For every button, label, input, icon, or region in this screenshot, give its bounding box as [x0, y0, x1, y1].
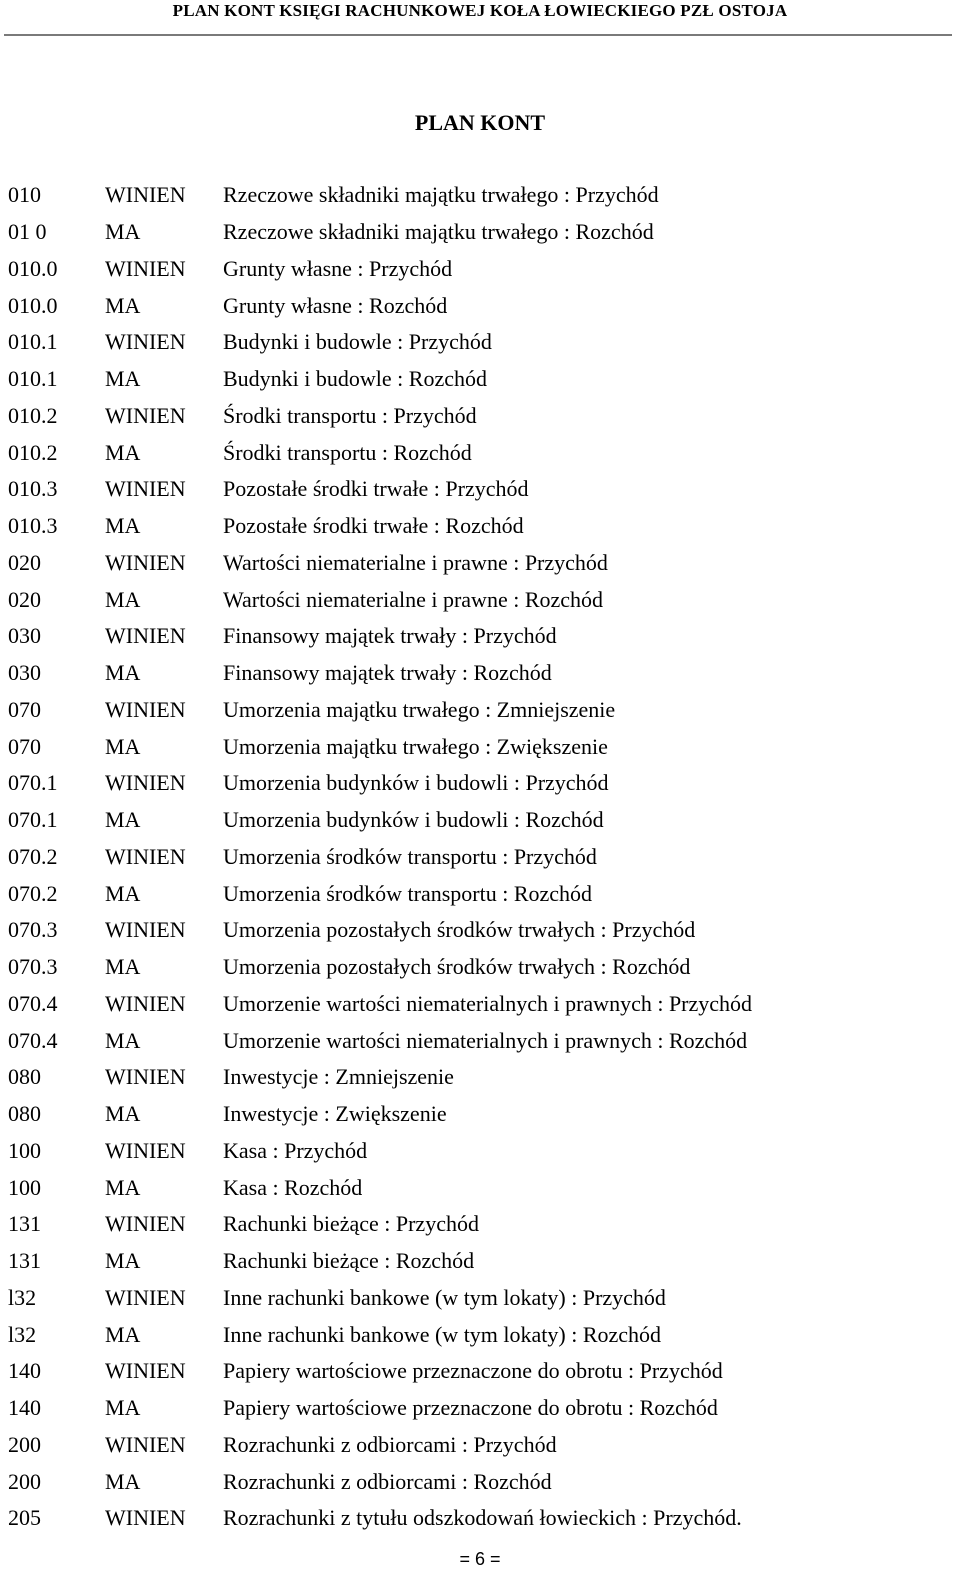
account-code: 205: [8, 1505, 41, 1531]
account-row: [8, 1243, 948, 1280]
running-header: PLAN KONT KSIĘGI RACHUNKOWEJ KOŁA ŁOWIECKIEGO PZŁ OSTOJA: [172, 1, 788, 20]
account-description: Wartości niematerialne i prawne : Przychód: [223, 549, 608, 575]
account-row: [8, 287, 948, 324]
account-description: Umorzenia środków transportu : Przychód: [223, 843, 597, 869]
account-code: 070.2: [8, 880, 58, 906]
account-side: MA: [105, 1027, 141, 1053]
account-description: Inwestycje : Zwiększenie: [223, 1101, 447, 1127]
account-row: [8, 655, 948, 692]
account-side: WINIEN: [105, 1505, 186, 1531]
account-description: Rzeczowe składniki majątku trwałego : Rozchód: [223, 219, 654, 245]
account-side: MA: [105, 880, 141, 906]
account-description: Rozrachunki z odbiorcami : Przychód: [223, 1431, 557, 1457]
account-description: Umorzenia budynków i budowli : Przychód: [223, 770, 609, 796]
account-side: MA: [105, 1101, 141, 1127]
account-side: WINIEN: [105, 917, 186, 943]
account-side: WINIEN: [105, 1431, 186, 1457]
account-row: [8, 251, 948, 288]
account-description: Rozrachunki z odbiorcami : Rozchód: [223, 1468, 552, 1494]
account-code: 131: [8, 1248, 41, 1274]
account-code: 080: [8, 1064, 41, 1090]
account-code: 140: [8, 1395, 41, 1421]
account-code: 200: [8, 1468, 41, 1494]
account-code: 010.2: [8, 402, 58, 428]
account-code: 01 0: [8, 219, 47, 245]
account-side: WINIEN: [105, 476, 186, 502]
account-description: Umorzenie wartości niematerialnych i prawnych : Przychód: [223, 990, 753, 1016]
account-description: Umorzenia majątku trwałego : Zmniejszenie: [223, 696, 616, 722]
account-row: [8, 1059, 948, 1096]
account-code: 070.1: [8, 807, 58, 833]
account-code: 010.1: [8, 329, 58, 355]
header-divider: [4, 34, 952, 36]
account-code: 200: [8, 1431, 41, 1457]
account-code: 010.3: [8, 513, 58, 539]
account-description: Finansowy majątek trwały : Przychód: [223, 623, 557, 649]
page-number: = 6 =: [459, 1549, 501, 1569]
account-side: MA: [105, 954, 141, 980]
account-row: [8, 1022, 948, 1059]
account-row: [8, 545, 948, 582]
account-side: MA: [105, 1468, 141, 1494]
account-side: WINIEN: [105, 990, 186, 1016]
account-code: 070.4: [8, 1027, 58, 1053]
account-description: Rozrachunki z tytułu odszkodowań łowieckich : Przychód.: [223, 1505, 742, 1531]
account-side: MA: [105, 586, 141, 612]
account-row: [8, 434, 948, 471]
account-side: WINIEN: [105, 402, 186, 428]
account-row: [8, 581, 948, 618]
account-row: [8, 618, 948, 655]
account-side: MA: [105, 733, 141, 759]
account-row: [8, 839, 948, 876]
account-row: [8, 692, 948, 729]
account-code: 140: [8, 1358, 41, 1384]
account-description: Umorzenia pozostałych środków trwałych : Przychód: [223, 917, 696, 943]
account-code: 010.3: [8, 476, 58, 502]
account-row: [8, 765, 948, 802]
account-description: Środki transportu : Przychód: [223, 402, 477, 428]
account-side: WINIEN: [105, 696, 186, 722]
account-side: MA: [105, 807, 141, 833]
account-side: MA: [105, 513, 141, 539]
account-description: Rachunki bieżące : Rozchód: [223, 1248, 475, 1274]
account-row: [8, 949, 948, 986]
account-description: Środki transportu : Rozchód: [223, 439, 472, 465]
account-description: Umorzenia majątku trwałego : Zwiększenie: [223, 733, 608, 759]
account-side: MA: [105, 660, 141, 686]
account-side: MA: [105, 366, 141, 392]
account-description: Inne rachunki bankowe (w tym lokaty) : Rozchód: [223, 1321, 662, 1347]
account-code: 070.4: [8, 990, 58, 1016]
account-row: [8, 875, 948, 912]
account-description: Inwestycje : Zmniejszenie: [223, 1064, 454, 1090]
account-description: Pozostałe środki trwałe : Przychód: [223, 476, 529, 502]
account-code: 070.2: [8, 843, 58, 869]
account-side: WINIEN: [105, 255, 186, 281]
account-row: [8, 214, 948, 251]
account-code: 100: [8, 1137, 41, 1163]
account-description: Umorzenia budynków i budowli : Rozchód: [223, 807, 604, 833]
account-side: WINIEN: [105, 623, 186, 649]
account-description: Inne rachunki bankowe (w tym lokaty) : Przychód: [223, 1284, 666, 1310]
account-side: MA: [105, 219, 141, 245]
account-row: [8, 471, 948, 508]
account-side: WINIEN: [105, 1064, 186, 1090]
account-side: WINIEN: [105, 843, 186, 869]
account-description: Papiery wartościowe przeznaczone do obrotu : Przychód: [223, 1358, 723, 1384]
account-side: WINIEN: [105, 329, 186, 355]
account-description: Umorzenia środków transportu : Rozchód: [223, 880, 593, 906]
account-code: 070: [8, 696, 41, 722]
account-side: WINIEN: [105, 1358, 186, 1384]
account-code: 080: [8, 1101, 41, 1127]
account-description: Rzeczowe składniki majątku trwałego : Przychód: [223, 182, 659, 208]
account-description: Kasa : Rozchód: [223, 1174, 363, 1200]
account-row: [8, 728, 948, 765]
account-code: 010.1: [8, 366, 58, 392]
account-row: [8, 802, 948, 839]
account-description: Umorzenia pozostałych środków trwałych : Rozchód: [223, 954, 691, 980]
account-side: MA: [105, 1321, 141, 1347]
account-side: MA: [105, 439, 141, 465]
account-description: Umorzenie wartości niematerialnych i prawnych : Rozchód: [223, 1027, 748, 1053]
account-description: Pozostałe środki trwałe : Rozchód: [223, 513, 524, 539]
account-plan-list: [8, 177, 948, 1537]
account-description: Papiery wartościowe przeznaczone do obrotu : Rozchód: [223, 1395, 718, 1421]
account-description: Budynki i budowle : Przychód: [223, 329, 492, 355]
account-code: 010.2: [8, 439, 58, 465]
account-row: [8, 508, 948, 545]
account-description: Grunty własne : Przychód: [223, 255, 453, 281]
account-side: WINIEN: [105, 1137, 186, 1163]
account-code: 070.1: [8, 770, 58, 796]
account-row: [8, 986, 948, 1023]
account-code: l32: [8, 1284, 37, 1310]
account-description: Budynki i budowle : Rozchód: [223, 366, 487, 392]
account-row: [8, 1280, 948, 1317]
account-row: [8, 1353, 948, 1390]
account-side: WINIEN: [105, 770, 186, 796]
account-description: Rachunki bieżące : Przychód: [223, 1211, 479, 1237]
account-code: 070: [8, 733, 41, 759]
account-description: Finansowy majątek trwały : Rozchód: [223, 660, 552, 686]
account-code: 010: [8, 182, 41, 208]
account-side: MA: [105, 1395, 141, 1421]
account-row: [8, 1169, 948, 1206]
account-code: l32: [8, 1321, 37, 1347]
account-row: [8, 398, 948, 435]
account-row: [8, 324, 948, 361]
account-description: Grunty własne : Rozchód: [223, 292, 448, 318]
account-code: 030: [8, 623, 41, 649]
page-title: PLAN KONT: [414, 110, 546, 135]
account-code: 070.3: [8, 954, 58, 980]
account-row: [8, 912, 948, 949]
account-side: MA: [105, 1248, 141, 1274]
account-row: [8, 1133, 948, 1170]
account-code: 020: [8, 586, 41, 612]
account-description: Kasa : Przychód: [223, 1137, 368, 1163]
account-row: [8, 1463, 948, 1500]
account-row: [8, 1500, 948, 1537]
account-side: WINIEN: [105, 1211, 186, 1237]
account-row: [8, 361, 948, 398]
account-code: 131: [8, 1211, 41, 1237]
account-code: 010.0: [8, 292, 58, 318]
account-row: [8, 1390, 948, 1427]
account-side: WINIEN: [105, 1284, 186, 1310]
account-side: MA: [105, 1174, 141, 1200]
account-row: [8, 1206, 948, 1243]
account-code: 030: [8, 660, 41, 686]
account-side: WINIEN: [105, 549, 186, 575]
account-code: 010.0: [8, 255, 58, 281]
account-code: 100: [8, 1174, 41, 1200]
account-code: 020: [8, 549, 41, 575]
account-row: [8, 1427, 948, 1464]
account-row: [8, 1096, 948, 1133]
account-row: [8, 1316, 948, 1353]
account-description: Wartości niematerialne i prawne : Rozchód: [223, 586, 604, 612]
account-code: 070.3: [8, 917, 58, 943]
account-side: WINIEN: [105, 182, 186, 208]
account-row: [8, 177, 948, 214]
account-side: MA: [105, 292, 141, 318]
